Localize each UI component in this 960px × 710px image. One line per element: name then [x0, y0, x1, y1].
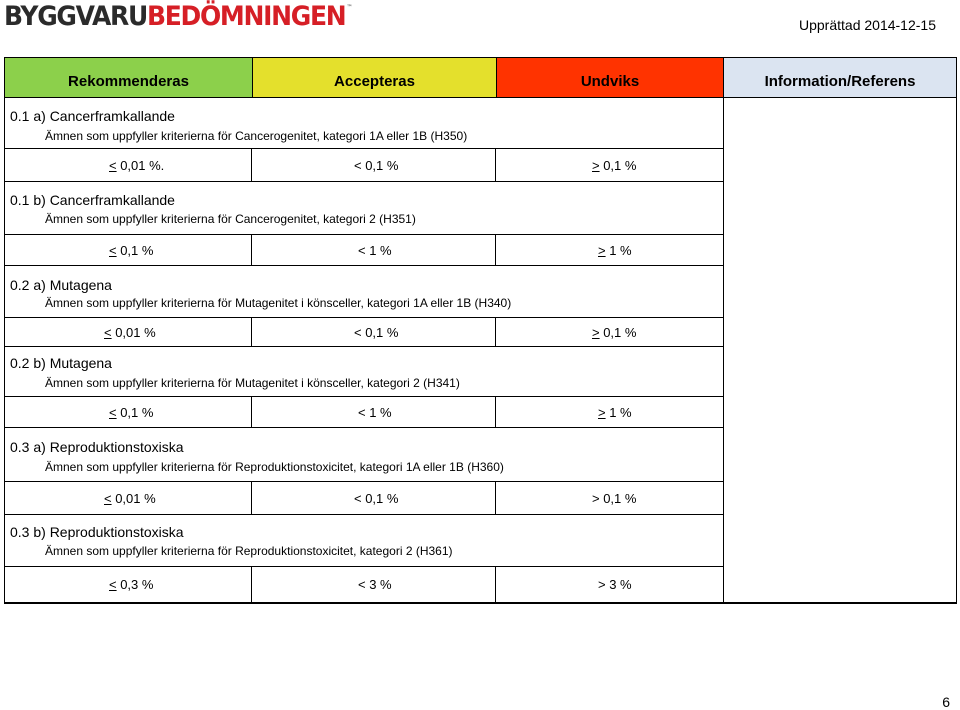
- greater-equal-symbol: >: [598, 242, 606, 258]
- section-subtitle: Ämnen som uppfyller kriterierna för Cancerogenitet, kategori 1A eller 1B (H350): [45, 129, 468, 143]
- header-accepted: Accepteras: [252, 57, 496, 98]
- section-title: 0.3 a) Reproduktionstoxiska: [10, 439, 184, 455]
- section-title-cell: [5, 515, 723, 567]
- threshold-value: 0,1 %: [599, 157, 637, 173]
- section-title-cell: [5, 182, 723, 235]
- created-date: Upprättad 2014-12-15: [799, 17, 936, 33]
- threshold-value: < 3 %: [358, 577, 392, 592]
- greater-equal-symbol: >: [592, 157, 600, 173]
- logo-text: [4, 2, 345, 31]
- recommended-threshold: [5, 149, 252, 181]
- section-subtitle: Ämnen som uppfyller kriterierna för Cancerogenitet, kategori 2 (H351): [45, 212, 416, 226]
- threshold-row: [5, 235, 723, 266]
- section-title: 0.3 b) Reproduktionstoxiska: [10, 524, 184, 540]
- accepted-threshold: [252, 482, 496, 514]
- threshold-row: [5, 482, 723, 515]
- accepted-threshold: [252, 149, 496, 181]
- avoid-threshold: [496, 567, 723, 602]
- threshold-value: > 0,1 %: [592, 490, 637, 506]
- threshold-value: 0,01 %.: [116, 157, 165, 173]
- accepted-threshold: [252, 235, 496, 265]
- recommended-threshold: [5, 397, 252, 427]
- threshold-value: 0,3 %: [116, 577, 154, 592]
- threshold-value: 0,1 %: [116, 242, 154, 258]
- logo-part-2: BEDÖMNINGEN: [146, 0, 346, 32]
- section-subtitle: Ämnen som uppfyller kriterierna för Reproduktionstoxicitet, kategori 1A eller 1B (H360): [45, 460, 504, 474]
- accepted-threshold: [252, 318, 496, 346]
- header-avoid: Undviks: [496, 57, 723, 98]
- threshold-value: > 3 %: [598, 577, 632, 592]
- avoid-threshold: [496, 235, 723, 265]
- less-equal-symbol: <: [109, 577, 117, 592]
- threshold-value: 0,01 %: [111, 490, 156, 506]
- section-title-cell: [5, 347, 723, 397]
- greater-equal-symbol: >: [592, 324, 600, 340]
- logo-part-1: BYGGVARU: [4, 0, 147, 32]
- threshold-row: [5, 318, 723, 347]
- section-subtitle: Ämnen som uppfyller kriterierna för Mutagenitet i könsceller, kategori 1A eller 1B (H340): [45, 296, 512, 310]
- recommended-threshold: [5, 235, 252, 265]
- info-column-divider: [723, 97, 724, 602]
- recommended-threshold: [5, 567, 252, 602]
- threshold-value: 0,1 %: [116, 404, 154, 420]
- section-title-cell: [5, 97, 723, 149]
- avoid-threshold: [496, 397, 723, 427]
- criteria-header-row: [4, 57, 957, 98]
- threshold-value: < 1 %: [358, 242, 392, 258]
- less-equal-symbol: <: [109, 404, 117, 420]
- threshold-value: 0,01 %: [111, 324, 156, 340]
- section-subtitle: Ämnen som uppfyller kriterierna för Reproduktionstoxicitet, kategori 2 (H361): [45, 544, 453, 558]
- section-subtitle: Ämnen som uppfyller kriterierna för Mutagenitet i könsceller, kategori 2 (H341): [45, 376, 460, 390]
- less-equal-symbol: <: [104, 490, 112, 506]
- header-info-reference: Information/Referens: [723, 57, 957, 98]
- section-title-cell: [5, 266, 723, 318]
- threshold-value: < 0,1 %: [354, 157, 399, 173]
- section-title: 0.2 b) Mutagena: [10, 355, 112, 371]
- threshold-value: < 0,1 %: [354, 324, 399, 340]
- recommended-threshold: [5, 482, 252, 514]
- section-title: 0.1 a) Cancerframkallande: [10, 108, 175, 124]
- threshold-value: 1 %: [605, 404, 632, 420]
- less-equal-symbol: <: [109, 157, 117, 173]
- avoid-threshold: [496, 482, 723, 514]
- page-number: 6: [942, 694, 950, 710]
- less-equal-symbol: <: [104, 324, 112, 340]
- threshold-row: [5, 567, 723, 602]
- criteria-table: [4, 97, 957, 604]
- less-equal-symbol: <: [109, 242, 117, 258]
- accepted-threshold: [252, 567, 496, 602]
- avoid-threshold: [496, 149, 723, 181]
- threshold-value: 0,1 %: [599, 324, 637, 340]
- greater-equal-symbol: >: [598, 404, 606, 420]
- section-title: 0.2 a) Mutagena: [10, 277, 112, 293]
- recommended-threshold: [5, 318, 252, 346]
- threshold-value: 1 %: [605, 242, 632, 258]
- logo-trademark: ™: [346, 4, 353, 11]
- threshold-row: [5, 397, 723, 428]
- header-recommended: Rekommenderas: [4, 57, 252, 98]
- threshold-row: [5, 149, 723, 182]
- threshold-value: < 0,1 %: [354, 490, 399, 506]
- avoid-threshold: [496, 318, 723, 346]
- accepted-threshold: [252, 397, 496, 427]
- threshold-value: < 1 %: [358, 404, 392, 420]
- byggvarubedomningen-logo: [4, 2, 352, 30]
- section-title: 0.1 b) Cancerframkallande: [10, 192, 175, 208]
- section-title-cell: [5, 428, 723, 482]
